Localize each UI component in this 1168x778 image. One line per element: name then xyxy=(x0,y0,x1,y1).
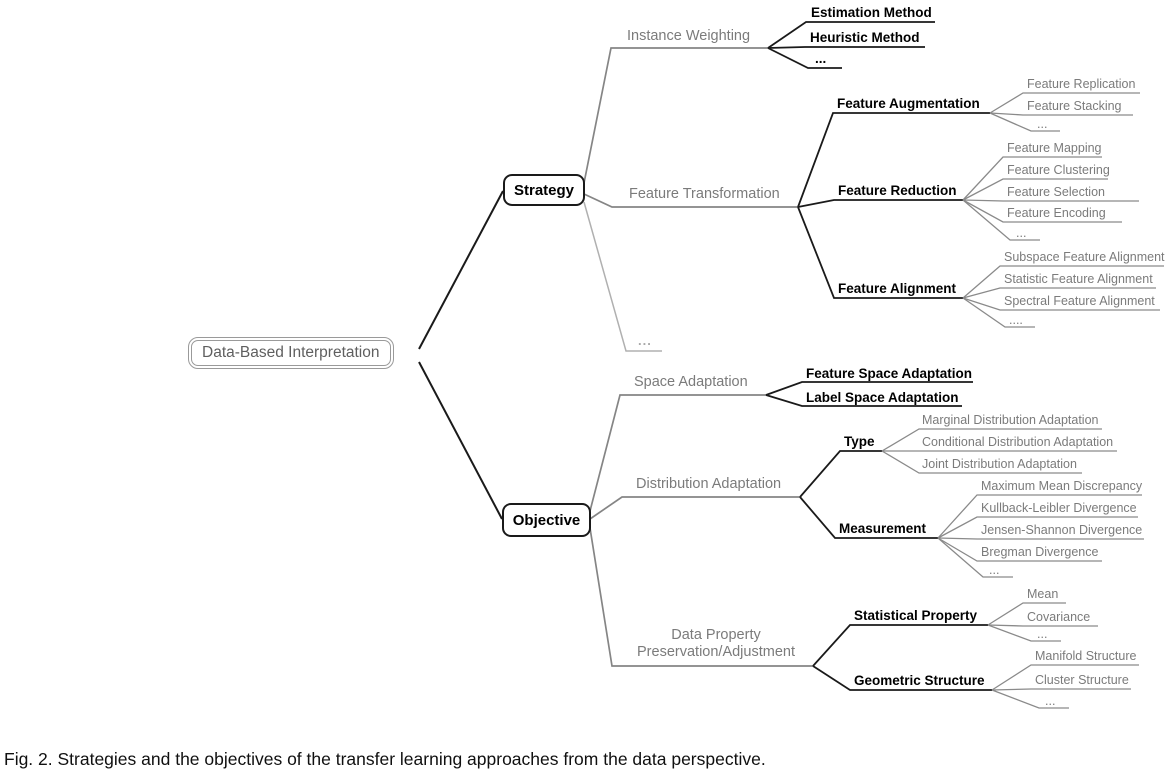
edge-covariance xyxy=(988,625,1098,626)
node-feature-mapping: Feature Mapping xyxy=(1007,141,1102,155)
edge-feature-selection xyxy=(963,200,1139,201)
edge-root-objective xyxy=(419,362,502,519)
node-geometric-structure: Geometric Structure xyxy=(854,673,985,688)
edge-sp-dots xyxy=(988,625,1061,641)
node-statistical-property: Statistical Property xyxy=(854,608,978,623)
node-covariance: Covariance xyxy=(1027,610,1091,624)
node-feature-clustering: Feature Clustering xyxy=(1007,163,1110,177)
node-estimation-method: Estimation Method xyxy=(811,5,932,20)
objective-label: Objective xyxy=(512,511,581,529)
node-instance-weighting: Instance Weighting xyxy=(627,28,751,44)
node-measurement: Measurement xyxy=(839,521,927,536)
node-kullback-leibler-divergence: Kullback-Leibler Divergence xyxy=(981,501,1137,515)
node-maximum-mean-discrepancy: Maximum Mean Discrepancy xyxy=(981,479,1143,493)
node-mean: Mean xyxy=(1027,587,1059,601)
node-feature-transformation: Feature Transformation xyxy=(629,186,780,202)
edge-heuristic-method xyxy=(768,47,925,48)
node-conditional-distribution-adaptation: Conditional Distribution Adaptation xyxy=(922,435,1114,449)
edge-instance-weighting xyxy=(584,48,768,183)
node-objective xyxy=(502,503,591,537)
node-feature-replication: Feature Replication xyxy=(1027,77,1136,91)
node-feature-augmentation: Feature Augmentation xyxy=(837,96,980,111)
node-heuristic-method: Heuristic Method xyxy=(810,30,920,45)
node-feature-stacking: Feature Stacking xyxy=(1027,99,1122,113)
node-root xyxy=(188,337,394,369)
edge-type xyxy=(800,451,882,497)
strategy-label: Strategy xyxy=(513,181,575,199)
node-feature-space-adaptation: Feature Space Adaptation xyxy=(806,366,973,381)
edge-strategy-dots xyxy=(584,202,662,351)
node-measurement-dots: ... xyxy=(989,563,1000,577)
edge-iw-dots xyxy=(768,48,842,68)
edge-gs-dots xyxy=(992,690,1069,708)
root-label: Data-Based Interpretation xyxy=(191,340,391,366)
node-strategy-dots: ... xyxy=(638,333,652,348)
node-manifold-structure: Manifold Structure xyxy=(1035,649,1137,663)
edge-fa-dots xyxy=(990,113,1060,131)
edge-distribution-adaptation xyxy=(590,497,800,519)
node-bregman-divergence: Bregman Divergence xyxy=(981,545,1099,559)
node-feature-selection: Feature Selection xyxy=(1007,185,1105,199)
node-space-adaptation: Space Adaptation xyxy=(634,374,748,390)
node-label-space-adaptation: Label Space Adaptation xyxy=(806,390,959,405)
node-strategy xyxy=(503,174,585,206)
node-gs-dots: ... xyxy=(1045,694,1056,708)
node-type: Type xyxy=(844,434,875,449)
node-sp-dots: ... xyxy=(1037,627,1048,641)
node-spectral-feature-alignment: Spectral Feature Alignment xyxy=(1004,294,1155,308)
node-cluster-structure: Cluster Structure xyxy=(1035,673,1129,687)
node-feature-alignment: Feature Alignment xyxy=(838,281,957,296)
edge-root-strategy xyxy=(419,191,503,349)
edge-cluster xyxy=(992,689,1131,690)
node-distribution-adaptation: Distribution Adaptation xyxy=(636,476,782,492)
figure-caption: Fig. 2. Strategies and the objectives of the transfer learning approaches from the data perspective. xyxy=(4,749,766,769)
node-feature-reduction: Feature Reduction xyxy=(838,183,957,198)
node-statistic-feature-alignment: Statistic Feature Alignment xyxy=(1004,272,1153,286)
node-fa-dots: ... xyxy=(1037,117,1048,131)
edge-feature-reduction xyxy=(798,200,963,207)
node-jensen-shannon-divergence: Jensen-Shannon Divergence xyxy=(981,523,1143,537)
node-data-property: Data Property Preservation/Adjustment xyxy=(637,627,795,660)
node-feature-encoding: Feature Encoding xyxy=(1007,206,1106,220)
node-iw-dots: ... xyxy=(815,51,827,66)
node-fal-dots: .... xyxy=(1009,313,1023,327)
edge-statistical-property xyxy=(813,625,988,666)
node-joint-distribution-adaptation: Joint Distribution Adaptation xyxy=(922,457,1077,471)
node-fr-dots: ... xyxy=(1016,226,1027,240)
edge-space-adaptation xyxy=(590,395,766,511)
node-subspace-feature-alignment: Subspace Feature Alignment xyxy=(1004,250,1165,264)
node-marginal-distribution-adaptation: Marginal Distribution Adaptation xyxy=(922,413,1099,427)
edge-js xyxy=(938,538,1144,539)
